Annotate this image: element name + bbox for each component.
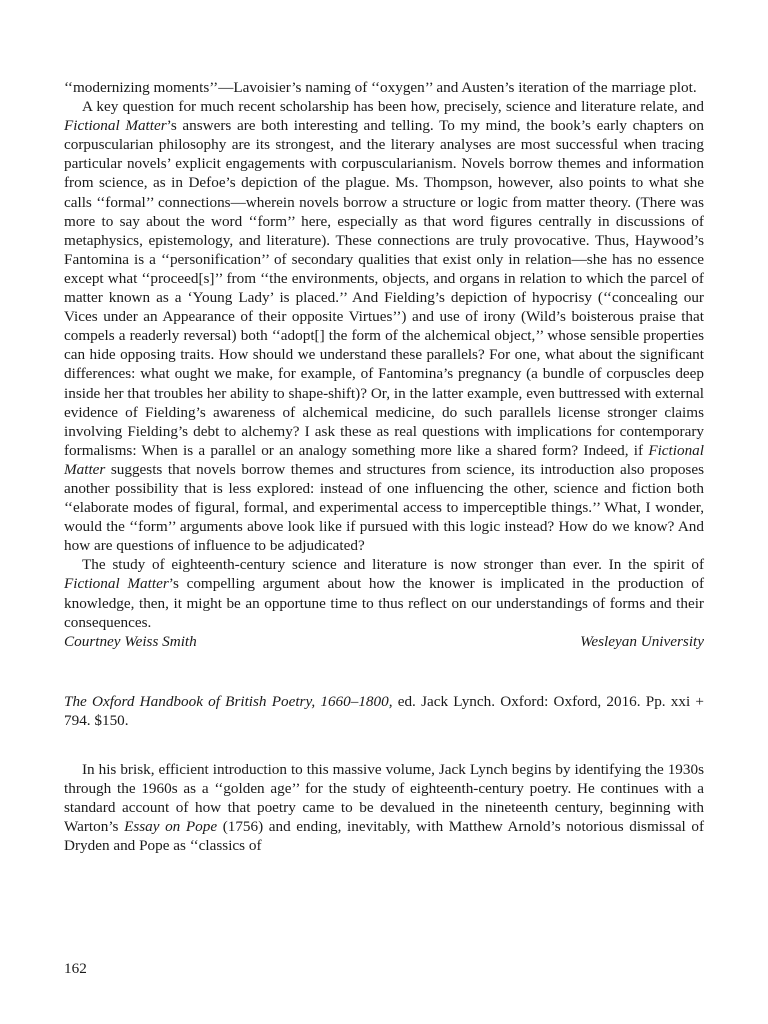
text-segment: (1756) and ending, inevitably, with Matthew Arnold’s notorious dismissal of Dryden and Pope as ‘‘classics of <box>64 818 705 855</box>
text-segment: The study of eighteenth-century science and literature is now stronger than ever. In the spirit of <box>82 556 704 574</box>
page-number: 162 <box>64 960 87 977</box>
text-segment: ’s compelling argument about how the knower is implicated in the production of knowledge, then, it might be an opportune time to thus reflect on our understandings of forms and their consequences. <box>64 575 705 631</box>
reviewed-book-details: ed. Jack Lynch. Oxford: Oxford, 2016. Pp. xxi + 794. $150. <box>64 692 704 729</box>
text-segment: In his brisk, efficient introduction to this massive volume, Jack Lynch begins by identifying the 1930s through the 1960s as a ‘‘golden age’’ for the study of eighteenth-century poetry. He continues with a standard account of how that poetry came to be devalued in the nineteenth century, beginning with Warton’s <box>64 761 704 836</box>
review-new <box>64 692 704 856</box>
review-paragraph-1 <box>64 760 704 855</box>
paragraph-3 <box>64 555 704 631</box>
book-title: Fictional Matter <box>64 117 167 135</box>
reviewed-book-title: The Oxford Handbook of British Poetry, 1660–1800, <box>64 692 393 710</box>
book-title: Fictional Matter <box>64 441 704 478</box>
journal-page <box>64 78 704 855</box>
reviewer-name: Courtney Weiss Smith <box>64 632 197 650</box>
paragraph-2 <box>64 97 704 555</box>
book-title: Fictional Matter <box>64 575 169 593</box>
reviewer-signature <box>64 632 704 651</box>
review-heading <box>64 692 704 730</box>
review-continuation <box>64 78 704 651</box>
text-segment: ‘‘modernizing moments’’—Lavoisier’s naming of ‘‘oxygen’’ and Austen’s iteration of the marriage plot. <box>64 79 697 96</box>
text-segment: ’s answers are both interesting and telling. To my mind, the book’s early chapters on corpuscularian philosophy are its strongest, and the literary analyses are most successful when tracing particular novels’ explicit engagements with corpuscularianism. Novels borrow themes and information from science, as in Defoe’s depiction of the plague. Ms. Thompson, however, also points to what she calls ‘‘formal’’ connections—wherein novels borrow a structure or logic from matter theory. (There was more to say about the word ‘‘form’’ here, especially as that word figures centrally in discussions of metaphysics, epistemology, and literature). These connections are truly provocative. Thus, Haywood’s Fantomina is a ‘‘personification’’ of secondary qualities that exist only in relation—she has no essence except what ‘‘proceed[s]’’ from ‘‘the environments, objects, and organs in relation to which the parcel of matter known as a ‘Young Lady’ is placed.’’ And Fielding’s depiction of hypocrisy (‘‘concealing our Vices under an Appearance of their opposite Virtues’’) and use of irony (Wild’s boisterous praise that compels a readerly reversal) both ‘‘adopt[] the form of the alchemical object,’’ whose sensible properties can hide opposing traits. How should we understand these parallels? For one, what about the significant differences: what ought we make, for example, of Fantomina’s pregnancy (a bundle of corpuscles deep inside her that troubles her ability to shape-shift)? Or, in the latter example, even buttressed with external evidence of Fielding’s awareness of alchemical medicine, do such parallels license stronger claims involving Fielding’s debt to alchemy? I ask these as real questions with implications for contemporary formalisms: When is a parallel or an analogy something more like a shared form? Indeed, if <box>64 117 704 459</box>
text-segment: A key question for much recent scholarship has been how, precisely, science and literature relate, and <box>82 98 704 116</box>
text-segment: suggests that novels borrow themes and structures from science, its introduction also proposes another possibility that is less explored: instead of one influencing the other, science and fiction both ‘‘elaborate modes of figural, formal, and experimental access to imperceptible things.’’ What, I wonder, would the ‘‘form’’ arguments above look like if pursued with this logic instead? How do we know? And how are questions of influence to be adjudicated? <box>64 460 704 555</box>
reviewer-affiliation: Wesleyan University <box>580 632 704 650</box>
paragraph-1 <box>64 78 704 97</box>
book-title: Essay on Pope <box>124 818 218 836</box>
